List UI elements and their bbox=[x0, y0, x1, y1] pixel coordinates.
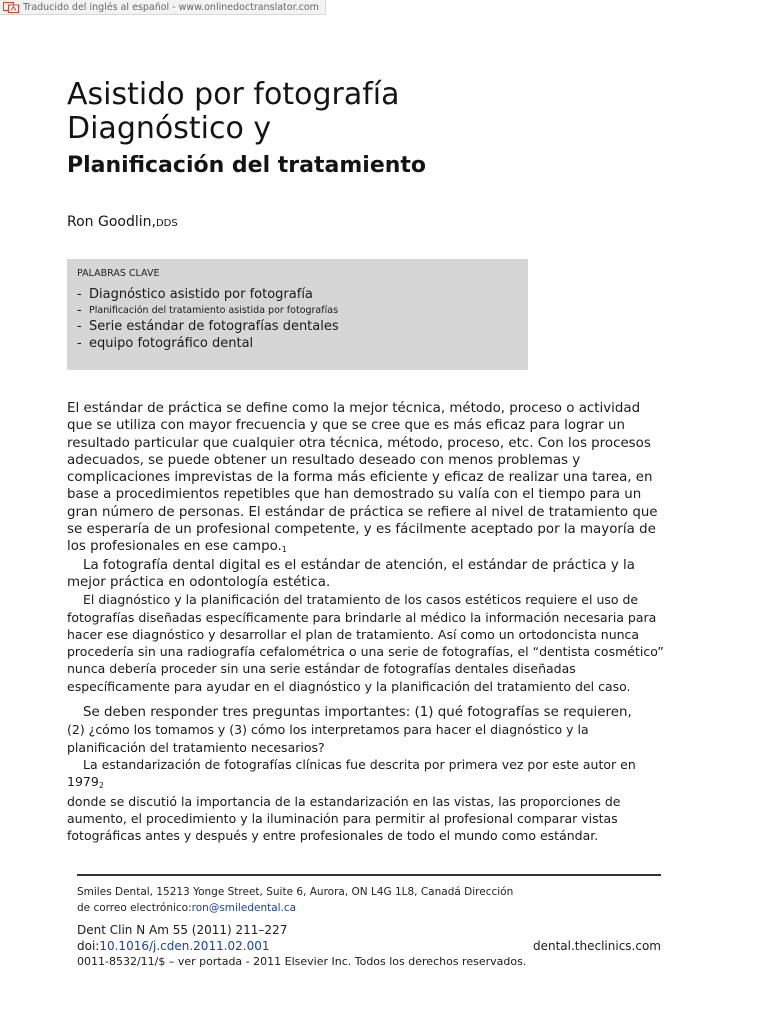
translator-logo-icon bbox=[3, 2, 19, 13]
doi-line bbox=[77, 939, 526, 955]
paragraph-text: La estandarización de fotografías clínicas fue descrita por primera vez por este autor en 1979 bbox=[67, 756, 636, 790]
reference-1[interactable]: 1 bbox=[281, 545, 287, 555]
keyword-item bbox=[77, 303, 518, 318]
paragraph-3: El diagnóstico y la planificación del tratamiento de los casos estéticos requiere el uso de fotografías diseñadas específicamente para brindarle al médico la información necesaria para hacer ese diagnóstico y desarrollar el plan de tratamiento. Así como un ortodoncista nunca procedería sin una radiografía cefalométrica o una serie de fotografías, el “dentista cosmético” nunca debería proceder sin una serie estándar de fotografías dentales diseñadas específicamente para ayudar en el diagnóstico y la planificación del tratamiento del caso. bbox=[67, 592, 664, 694]
paragraph-2: La fotografía dental digital es el estándar de atención, el estándar de práctica y la mejor práctica en odontología estética. bbox=[67, 557, 635, 590]
journal-reference: Dent Clin N Am 55 (2011) 211–227 bbox=[77, 923, 288, 937]
author bbox=[67, 214, 178, 230]
email-link[interactable]: ron@smiledental.ca bbox=[191, 902, 297, 914]
translator-link[interactable]: Traducido del inglés al español - www.onlinedoctranslator.com bbox=[23, 1, 319, 13]
article-body bbox=[67, 400, 667, 844]
affiliation bbox=[77, 884, 527, 916]
affiliation-text: Smiles Dental, 15213 Yonge Street, Suite 6, Aurora, ON L4G 1L8, Canadá Dirección de correo electrónico: bbox=[77, 886, 514, 914]
author-name: Ron Goodlin, bbox=[67, 214, 156, 230]
doi-label: doi: bbox=[77, 938, 100, 953]
translator-banner[interactable] bbox=[0, 0, 326, 15]
title-line-2: Diagnóstico y bbox=[67, 111, 272, 146]
dash-bullet-icon: - bbox=[77, 319, 82, 334]
keywords-heading: PALABRAS CLAVE bbox=[77, 268, 160, 279]
keyword-item bbox=[77, 286, 518, 303]
copyright: 0011-8532/11/$ – ver portada - 2011 Elsevier Inc. Todos los derechos reservados. bbox=[77, 955, 527, 968]
paragraph-5 bbox=[67, 756, 667, 793]
dash-bullet-icon: - bbox=[77, 287, 82, 302]
dash-bullet-icon: - bbox=[77, 303, 82, 318]
title-line-1: Asistido por fotografía bbox=[67, 77, 400, 112]
keyword-item bbox=[77, 318, 518, 335]
paragraph-text: El estándar de práctica se define como la mejor técnica, método, proceso o actividad que se utiliza con mayor frecuencia y que se cree que es más eficaz para lograr un resultado particular que cualquier otra técnica, método, proceso, etc. Con los procesos adecuados, se puede obtener un resultado deseado con menos problemas y complicaciones imprevistas de la forma más eficiente y eficaz de realizar una tarea, en base a procedimientos repetibles que han demostrado su valía con el tiempo para un gran número de personas. El estándar de práctica se refiere al nivel de tratamiento que se esperaría de un profesional competente, y es fácilmente aceptado por la mayoría de los profesionales en ese campo. bbox=[67, 401, 658, 555]
doi-link[interactable]: 10.1016/j.cden.2011.02.001 bbox=[99, 938, 270, 953]
keyword-item bbox=[77, 335, 518, 352]
keyword-text: Serie estándar de fotografías dentales bbox=[89, 319, 339, 334]
keyword-text: equipo fotográfico dental bbox=[89, 336, 254, 351]
journal-site-link[interactable]: dental.theclinics.com bbox=[532, 939, 661, 953]
keywords-box bbox=[67, 259, 528, 370]
author-degree: DDS bbox=[155, 218, 178, 229]
reference-2[interactable]: 2 bbox=[98, 781, 104, 791]
keyword-text: Planificación del tratamiento asistida por fotografías bbox=[89, 305, 339, 316]
paragraph-5-rest: donde se discutió la importancia de la estandarización en las vistas, las proporciones de aumento, el procedimiento y la iluminación para permitir al profesional comparar vistas fotográficas antes y después y entre profesionales de todo el mundo como estándar. bbox=[67, 793, 621, 844]
article-subtitle: Planificación del tratamiento bbox=[67, 153, 427, 178]
keywords-list bbox=[77, 286, 518, 352]
paragraph-4b: (2) ¿cómo los tomamos y (3) cómo los interpretamos para hacer el diagnóstico y la planificación del tratamiento necesarios? bbox=[67, 722, 589, 755]
keyword-text: Diagnóstico asistido por fotografía bbox=[89, 287, 313, 302]
paragraph-1 bbox=[67, 400, 667, 557]
paragraph-4a: Se deben responder tres preguntas importantes: (1) qué fotografías se requieren, bbox=[83, 705, 632, 721]
journal-info bbox=[77, 923, 526, 970]
footer-rule bbox=[77, 874, 661, 876]
article-title bbox=[67, 78, 400, 146]
dash-bullet-icon: - bbox=[77, 336, 82, 351]
